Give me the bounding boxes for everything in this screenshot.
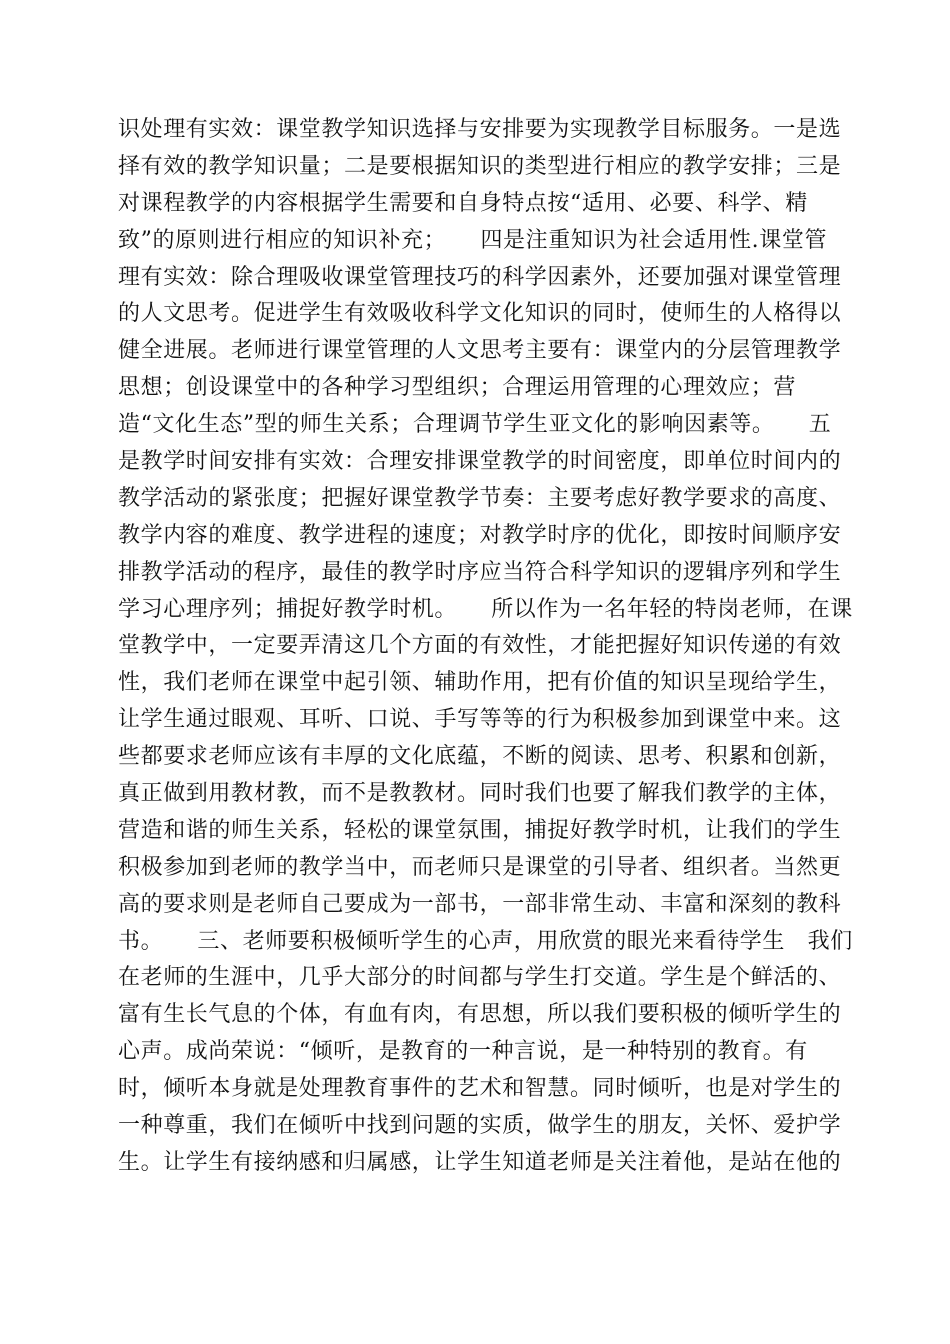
text-line: 的人文思考。促进学生有效吸收科学文化知识的同时，使师生的人格得以 (118, 301, 842, 327)
text-line: 健全进展。老师进行课堂管理的人文思考主要有：课堂内的分层管理教学 (118, 338, 842, 364)
text-line: 书。 三、老师要积极倾听学生的心声，用欣赏的眼光来看待学生 我们 (118, 928, 853, 954)
text-line: 真正做到用教材教，而不是教教材。同时我们也要了解我们教学的主体， (118, 781, 842, 807)
text-line: 择有效的教学知识量；二是要根据知识的类型进行相应的教学安排；三是 (118, 153, 842, 179)
text-line: 教学活动的紧张度；把握好课堂教学节奏：主要考虑好教学要求的高度、 (118, 485, 842, 511)
text-line: 些都要求老师应该有丰厚的文化底蕴，不断的阅读、思考、积累和创新， (118, 744, 842, 770)
body-text (118, 112, 853, 1182)
text-line: 对课程教学的内容根据学生需要和自身特点按“适用、必要、科学、精 (118, 190, 808, 216)
text-line: 积极参加到老师的教学当中，而老师只是课堂的引导者、组织者。当然更 (118, 854, 842, 880)
text-line: 堂教学中，一定要弄清这几个方面的有效性，才能把握好知识传递的有效 (118, 633, 842, 659)
text-line: 学习心理序列；捕捉好教学时机。 所以作为一名年轻的特岗老师，在课 (118, 596, 853, 622)
text-line: 高的要求则是老师自己要成为一部书，一部非常生动、丰富和深刻的教科 (118, 891, 842, 917)
text-line: 识处理有实效：课堂教学知识选择与安排要为实现教学目标服务。一是选 (118, 117, 842, 142)
text-line: 时，倾听本身就是处理教育事件的艺术和智慧。同时倾听，也是对学生的 (118, 1076, 842, 1102)
text-line: 生。让学生有接纳感和归属感，让学生知道老师是关注着他，是站在他的 (118, 1149, 842, 1175)
text-line: 心声。成尚荣说：“倾听，是教育的一种言说，是一种特别的教育。有 (118, 1039, 808, 1065)
text-line: 排教学活动的程序，最佳的教学时序应当符合科学知识的逻辑序列和学生 (118, 559, 842, 585)
text-line: 富有生长气息的个体，有血有肉，有思想，所以我们要积极的倾听学生的 (118, 1002, 842, 1028)
text-line: 性，我们老师在课堂中起引领、辅助作用，把有价值的知识呈现给学生， (118, 670, 842, 696)
text-line: 一种尊重，我们在倾听中找到问题的实质，做学生的朋友，关怀、爱护学 (118, 1113, 842, 1139)
text-line: 教学内容的难度、教学进程的速度；对教学时序的优化，即按时间顺序安 (118, 522, 842, 548)
text-line: 是教学时间安排有实效：合理安排课堂教学的时间密度，即单位时间内的 (118, 449, 842, 475)
text-line: 让学生通过眼观、耳听、口说、手写等等的行为积极参加到课堂中来。这 (118, 707, 842, 733)
text-line: 致”的原则进行相应的知识补充； 四是注重知识为社会适用性.课堂管 (118, 227, 828, 253)
text-line: 造“文化生态”型的师生关系；合理调节学生亚文化的影响因素等。 五 (118, 412, 832, 438)
text-line: 思想；创设课堂中的各种学习型组织；合理运用管理的心理效应；营 (118, 375, 797, 401)
text-line: 理有实效：除合理吸收课堂管理技巧的科学因素外，还要加强对课堂管理 (118, 264, 842, 290)
text-line: 在老师的生涯中，几乎大部分的时间都与学生打交道。学生是个鲜活的、 (118, 965, 842, 991)
text-line: 营造和谐的师生关系，轻松的课堂氛围，捕捉好教学时机，让我们的学生 (118, 817, 842, 843)
